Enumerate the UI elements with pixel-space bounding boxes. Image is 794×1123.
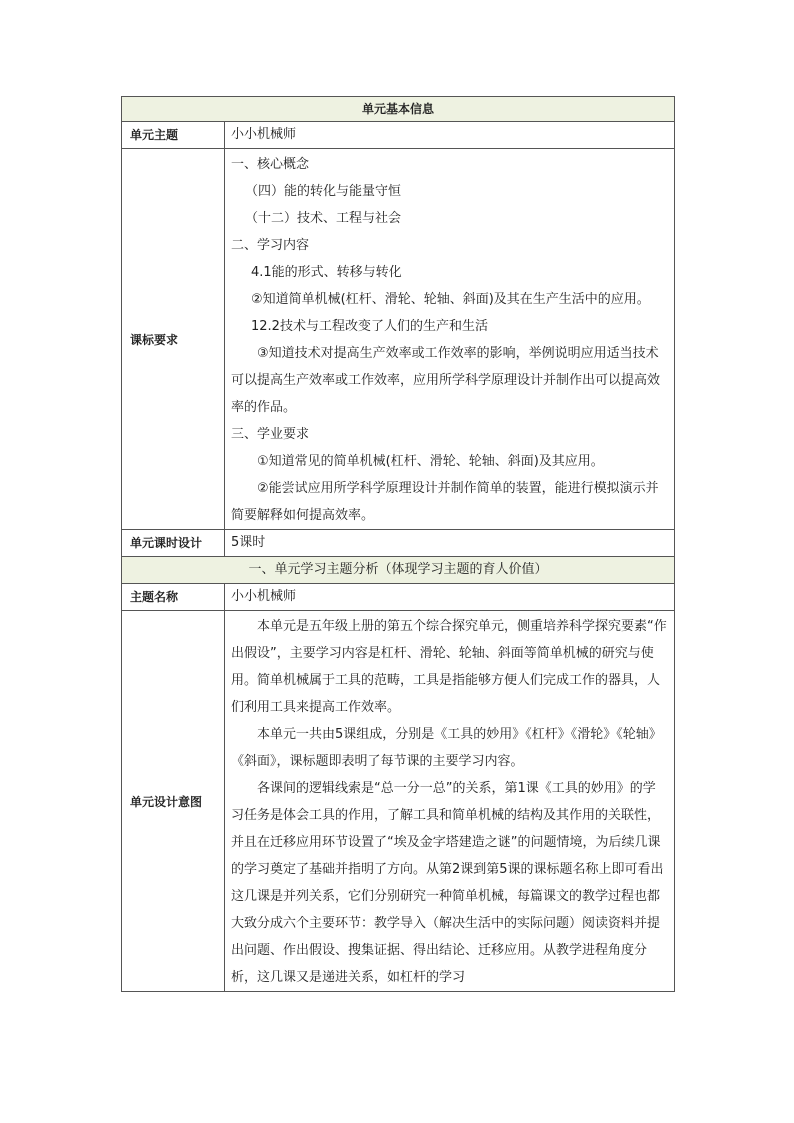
standard-line: ②知道简单机械(杠杆、滑轮、轮轴、斜面)及其在生产生活中的应用。 [251, 292, 650, 307]
standard-label: 课标要求 [122, 149, 225, 530]
theme-row [122, 122, 675, 149]
lesson-label: 单元课时设计 [122, 530, 225, 557]
intent-label: 单元设计意图 [122, 611, 225, 992]
table-header: 单元基本信息 [122, 97, 675, 122]
theme-label: 单元主题 [122, 122, 225, 149]
intent-paragraph: 本单元一共由5课组成，分别是《工具的妙用》《杠杆》《滑轮》《轮轴》《斜面》，课标题即表明了每节课的主要学习内容。 [231, 727, 662, 769]
standard-line: 一、核心概念 [231, 157, 310, 172]
standard-line: ③知道技术对提高生产效率或工作效率的影响，举例说明应用适当技术可以提高生产效率或工作效率，应用所学科学原理设计并制作出可以提高效率的作品。 [231, 346, 661, 415]
intent-paragraph: 本单元是五年级上册的第五个综合探究单元，侧重培养科学探究要素“作出假设”，主要学习内容是杠杆、滑轮、轮轴、斜面等简单机械的研究与使用。简单机械属于工具的范畴，工具是指能够方便人们完成工作的器具，人们利用工具来提高工作效率。 [231, 619, 667, 715]
intent-paragraph: 各课间的逻辑线索是“总一分一总”的关系，第1课《工具的妙用》的学习任务是体会工具的作用，了解工具和简单机械的结构及其作用的关联性，并且在迁移应用环节设置了“埃及金字塔建造之谜”的问题情境，为后续几课的学习奠定了基础并指明了方向。从第2课到第5课的课标题名称上即可看出这几课是并列关系，它们分别研究一种简单机械，每篇课文的教学过程也都大致分成六个主要环节：教学导入（解决生活中的实际问题）阅读资料并提出问题、作出假设、搜集证据、得出结论、迁移应用。从教学进程角度分析，这几课又是递进关系，如杠杆的学习 [231, 781, 664, 985]
topic-value: 小小机械师 [225, 584, 675, 611]
standard-line: ①知道常见的简单机械(杠杆、滑轮、轮轴、斜面)及其应用。 [257, 454, 604, 469]
standard-line: 4.1能的形式、转移与转化 [251, 265, 402, 280]
standard-line: 三、学业要求 [231, 427, 310, 442]
lesson-row [122, 530, 675, 557]
lesson-value: 5课时 [225, 530, 675, 557]
topic-row [122, 584, 675, 611]
standard-row [122, 149, 675, 530]
section-title: 一、单元学习主题分析（体现学习主题的育人价值） [122, 557, 675, 584]
standard-line: （十二）技术、工程与社会 [245, 211, 402, 226]
theme-value: 小小机械师 [225, 122, 675, 149]
header-row [122, 97, 675, 122]
topic-label: 主题名称 [122, 584, 225, 611]
standard-line: 12.2技术与工程改变了人们的生产和生活 [251, 319, 488, 334]
unit-info-table [121, 96, 675, 992]
standard-line: （四）能的转化与能量守恒 [245, 184, 402, 199]
standard-line: ②能尝试应用所学科学原理设计并制作简单的装置，能进行模拟演示并简要解释如何提高效率。 [231, 481, 659, 523]
intent-content [225, 611, 675, 992]
intent-row [122, 611, 675, 992]
standard-line: 二、学习内容 [231, 238, 310, 253]
standard-content [225, 149, 675, 530]
section-bar-row [122, 557, 675, 584]
